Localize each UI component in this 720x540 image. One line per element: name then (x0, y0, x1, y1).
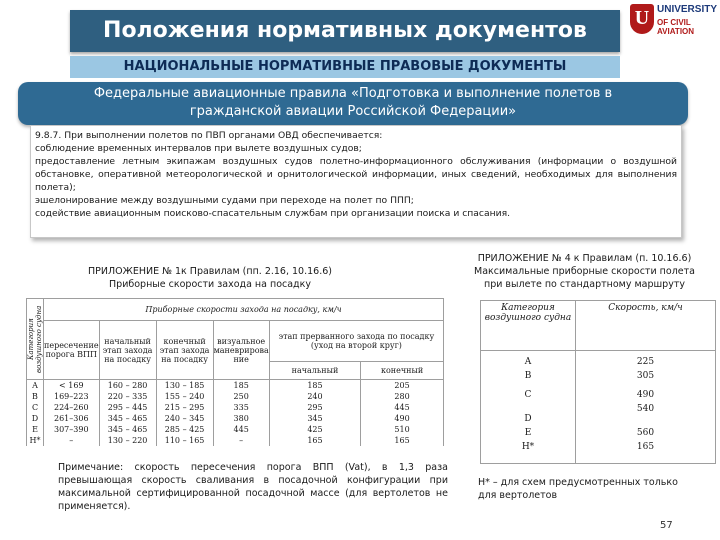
cell-missed-final: 165 (361, 435, 444, 446)
row-category: H* (27, 435, 44, 446)
cell-visual: 335 (213, 402, 269, 413)
cell-missed-final: 510 (361, 424, 444, 435)
cell-threshold: 169–223 (44, 391, 100, 402)
cell-final: 130 – 185 (156, 380, 213, 392)
cell-visual: – (213, 435, 269, 446)
col-missed-final: конечный (361, 362, 444, 380)
cell-missed-initial: 165 (269, 435, 360, 446)
category-a: A (524, 357, 532, 367)
cell-initial: 220 – 335 (99, 391, 156, 402)
rules-paragraph: 9.8.7. При выполнении полетов по ПВП органами ОВД обеспечивается: (35, 130, 383, 141)
row-category: A (27, 380, 44, 392)
left-caption-line-1: ПРИЛОЖЕНИЕ № 1к Правилам (пп. 2.16, 10.16.6) (88, 266, 332, 277)
cell-final: 155 – 240 (156, 391, 213, 402)
speeds-header: Приборные скорости захода на посадку, км/ч (44, 299, 444, 321)
approach-speeds-table (26, 298, 444, 446)
speed-a: 225 (636, 357, 655, 367)
cell-initial: 345 – 465 (99, 413, 156, 424)
speed-d: 540 (636, 404, 655, 414)
cell-final: 240 – 345 (156, 413, 213, 424)
category-d: D (524, 414, 532, 424)
cell-missed-initial: 425 (269, 424, 360, 435)
federal-rules-line-2: гражданской авиации Российской Федерации» (189, 104, 517, 119)
table-row (27, 424, 444, 435)
right-table-note: Н* – для схем предусмотренных только для вертолетов (478, 477, 678, 501)
row-category: E (27, 424, 44, 435)
table-row (27, 402, 444, 413)
rules-paragraph: эшелонирование между воздушными судами при переходе на полет по ППП; (35, 195, 414, 206)
cell-threshold: 307–390 (44, 424, 100, 435)
federal-rules-banner (18, 82, 688, 125)
slide-subtitle: НАЦИОНАЛЬНЫЕ НОРМАТИВНЫЕ ПРАВОВЫЕ ДОКУМЕНТЫ (70, 56, 620, 78)
speed-c: 490 (636, 390, 655, 400)
category-header-cell (27, 299, 44, 380)
right-caption-line-2: Максимальные приборные скорости полета (474, 266, 695, 277)
cell-threshold: – (44, 435, 100, 446)
rules-paragraph: предоставление летным экипажам воздушных судов полетно-информационного обслуживания (информации о воздушной обстановке, оперативной метеорологической и орнитологической информации, иных сведений, необходимых для выполнения полета); (35, 156, 677, 193)
cell-visual: 185 (213, 380, 269, 392)
rules-paragraph: содействие авиационным поисково-спасательным службам при организации поиска и спасания. (35, 208, 511, 219)
col-visual: визуальное маневрирова ние (213, 321, 269, 380)
left-caption-line-2: Приборные скорости захода на посадку (109, 279, 311, 290)
cell-missed-initial: 345 (269, 413, 360, 424)
left-table-note: Примечание: скорость пересечения порога ВПП (Vat), в 1,3 раза превышающая скорость сваливания в посадочной конфигурации при максимальной сертифицированной посадочной массе (для вертолетов не применяется). (58, 462, 448, 512)
left-table-caption (60, 265, 360, 291)
page-number: 57 (660, 520, 673, 531)
cell-visual: 380 (213, 413, 269, 424)
cell-initial: 295 – 445 (99, 402, 156, 413)
cell-missed-final: 445 (361, 402, 444, 413)
cell-missed-initial: 295 (269, 402, 360, 413)
col-missed: этап прерванного захода по посадку (уход на второй круг) (269, 321, 443, 362)
cell-initial: 160 – 280 (99, 380, 156, 392)
cell-missed-initial: 185 (269, 380, 360, 392)
logo-line-1: UNIVERSITY (657, 4, 718, 15)
slide-title: Положения нормативных документов (70, 10, 620, 52)
col-missed-initial: начальный (269, 362, 360, 380)
logo-line-2: OF CIVIL AVIATION (657, 18, 695, 36)
cell-missed-initial: 240 (269, 391, 360, 402)
rules-paragraph: соблюдение временных интервалов при вылете воздушных судов; (35, 143, 362, 154)
rules-text-panel (30, 125, 682, 238)
cell-final: 285 – 425 (156, 424, 213, 435)
cell-visual: 445 (213, 424, 269, 435)
cell-final: 110 – 165 (156, 435, 213, 446)
speed-e: 560 (636, 428, 655, 438)
table-row (27, 413, 444, 424)
cell-threshold: < 169 (44, 380, 100, 392)
category-e: E (524, 428, 532, 438)
col-speed: Скорость, км/ч (576, 301, 716, 351)
row-category: D (27, 413, 44, 424)
category-header: Категория воздушного судна (27, 305, 43, 373)
university-logo (630, 2, 718, 38)
right-table-caption (452, 252, 717, 291)
cell-missed-final: 205 (361, 380, 444, 392)
speed-h: 165 (636, 442, 655, 452)
category-c: C (524, 390, 532, 400)
speed-list-cell (576, 351, 716, 464)
right-caption-line-3: при вылете по стандартному маршруту (484, 279, 685, 290)
cell-initial: 345 – 465 (99, 424, 156, 435)
row-category: B (27, 391, 44, 402)
cell-missed-final: 490 (361, 413, 444, 424)
col-category: Категория воздушного судна (481, 301, 576, 351)
logo-shield-icon: U (630, 4, 654, 34)
col-final: конечный этап захода на посадку (156, 321, 213, 380)
cell-visual: 250 (213, 391, 269, 402)
cell-initial: 130 – 220 (99, 435, 156, 446)
departure-speeds-table (480, 300, 716, 464)
category-h: H* (521, 442, 535, 452)
table-row (27, 380, 444, 392)
col-initial: начальный этап захода на посадку (99, 321, 156, 380)
table-row (27, 391, 444, 402)
cell-threshold: 261–306 (44, 413, 100, 424)
table-row (27, 435, 444, 446)
cell-final: 215 – 295 (156, 402, 213, 413)
row-category: C (27, 402, 44, 413)
speed-b: 305 (636, 371, 655, 381)
category-list-cell (481, 351, 576, 464)
col-threshold: пересечение порога ВПП (44, 321, 100, 380)
category-b: B (524, 371, 532, 381)
cell-threshold: 224–260 (44, 402, 100, 413)
federal-rules-line-1: Федеральные авиационные правила «Подготовка и выполнение полетов в (93, 86, 613, 101)
cell-missed-final: 280 (361, 391, 444, 402)
right-caption-line-1: ПРИЛОЖЕНИЕ № 4 к Правилам (п. 10.16.6) (477, 253, 692, 264)
